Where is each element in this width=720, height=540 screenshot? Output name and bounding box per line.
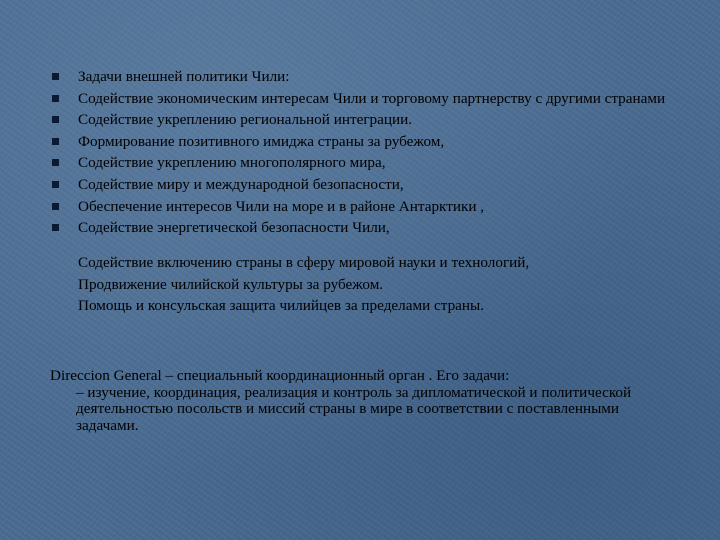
bullet-text: Содействие укреплению региональной интеграции. (78, 111, 413, 129)
continuation-line: Помощь и консульская защита чилийцев за пределами страны. (78, 297, 485, 315)
bullet-list (50, 68, 690, 241)
bullet-text: Обеспечение интересов Чили на море и в районе Антарктики , (78, 197, 485, 215)
continuation-list (78, 254, 698, 319)
list-item (50, 198, 690, 216)
bullet-text: Содействие укреплению многополярного мира, (78, 154, 386, 172)
list-item (50, 111, 690, 129)
list-item (50, 219, 690, 237)
list-item (50, 133, 690, 151)
paragraph-first-line: Direccion General – специальный координационный орган . Его задачи: (50, 367, 510, 384)
bullet-text: Содействие энергетической безопасности Чили, (78, 219, 390, 237)
continuation-line: Продвижение чилийской культуры за рубежом. (78, 275, 384, 293)
list-item (50, 176, 690, 194)
square-bullet-icon (52, 73, 59, 80)
square-bullet-icon (52, 181, 59, 188)
paragraph-continuation: – изучение, координация, реализация и контроль за дипломатической и политической деятельностью посольств и миссий страны в мире в соответствии с поставленными задачами. (76, 383, 632, 434)
square-bullet-icon (52, 138, 59, 145)
bullet-text: Содействие экономическим интересам Чили и торговому партнерству с другими странами (78, 89, 666, 107)
list-item (50, 90, 690, 108)
direccion-general-paragraph (50, 368, 670, 434)
continuation-line: Содействие включению страны в сферу мировой науки и технологий, (78, 254, 530, 271)
square-bullet-icon (52, 159, 59, 166)
bullet-text: Содействие миру и международной безопасности, (78, 175, 404, 193)
square-bullet-icon (52, 95, 59, 102)
list-item (50, 68, 690, 86)
bullet-text: Задачи внешней политики Чили: (78, 68, 290, 85)
square-bullet-icon (52, 116, 59, 123)
list-item (50, 154, 690, 172)
bullet-text: Формирование позитивного имиджа страны за рубежом, (78, 132, 445, 150)
square-bullet-icon (52, 203, 59, 210)
square-bullet-icon (52, 224, 59, 231)
